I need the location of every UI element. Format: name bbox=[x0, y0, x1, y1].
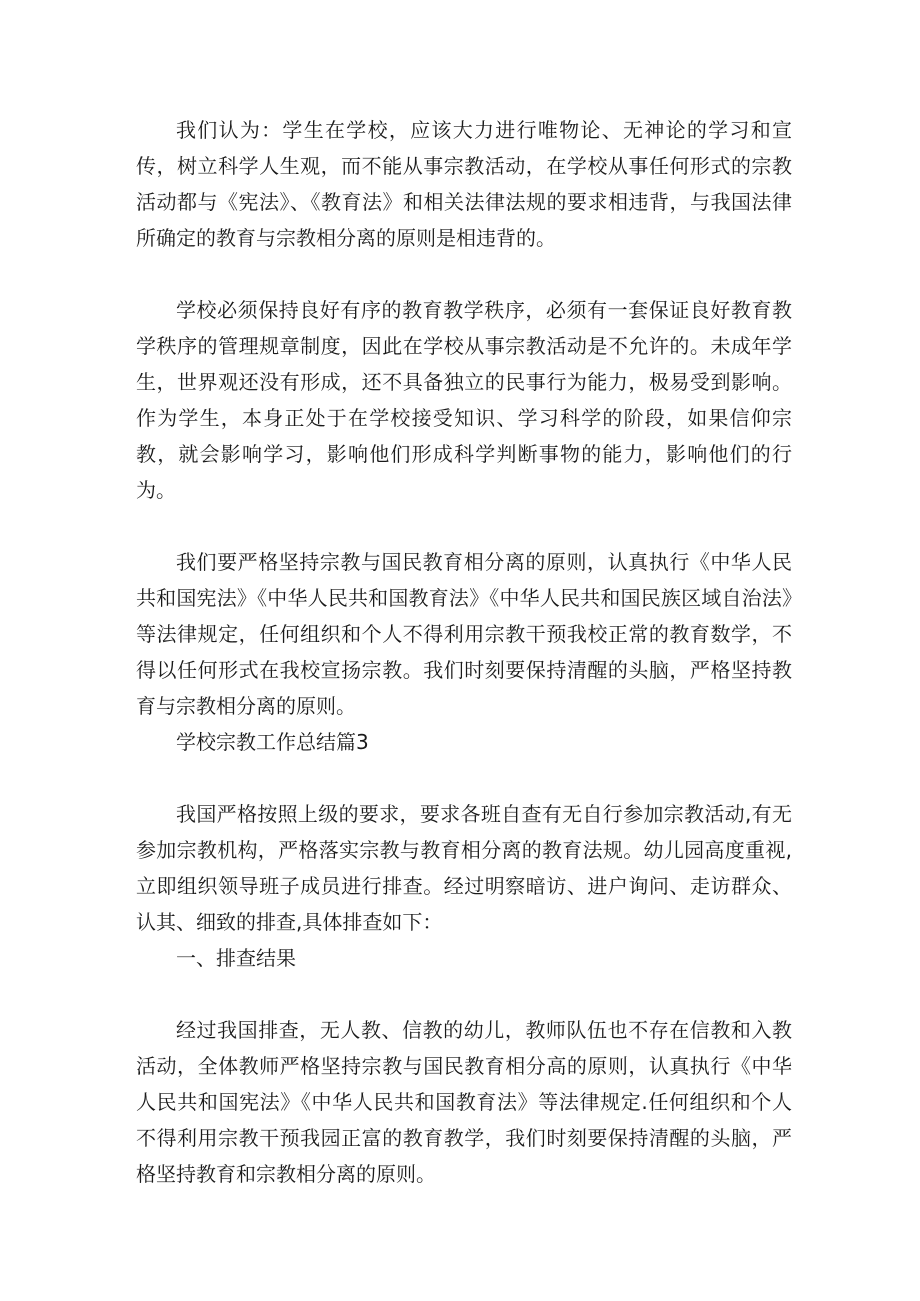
paragraph-2: 学校必须保持良好有序的教育教学秩序，必须有一套保证良好教育教学秩序的管理规章制度，因此在学校从事宗教活动是不允许的。未成年学生，世界观还没有形成，还不具备独立的民事行为能力，极易受到影响。作为学生，本身正处于在学校接受知识、学习科学的阶段，如果信仰宗教，就会影响学习，影响他们形成科学判断事物的能力，影响他们的行为。 bbox=[136, 298, 792, 502]
document-body bbox=[136, 112, 792, 1192]
paragraph-3: 我们要严格坚持宗教与国民教育相分离的原则，认真执行《中华人民共和国宪法》《中华人民共和国教育法》《中华人民共和国民族区域自治法》等法律规定，任何组织和个人不得利用宗教干预我校正常的教育数学，不得以任何形式在我校宣扬宗教。我们时刻要保持清醒的头脑，严格坚持教育与宗教相分离的原则。 bbox=[136, 550, 792, 718]
section-title: 学校宗教工作总结篇3 bbox=[176, 730, 369, 754]
paragraph-5: 经过我国排查，无人教、信教的幼儿，教师队伍也不存在信教和入教活动，全体教师严格坚持宗教与国民教育相分高的原则，认真执行《中华人民共和国宪法》《中华人民共和国教育法》等法律规定.任何组织和个人不得利用宗教干预我园正富的教育教学，我们时刻要保持清醒的头脑，严格坚持教育和宗教相分离的原则。 bbox=[136, 1018, 792, 1186]
paragraph-1: 我们认为：学生在学校，应该大力进行唯物论、无神论的学习和宣传，树立科学人生观，而不能从事宗教活动，在学校从事任何形式的宗教活动都与《宪法》、《教育法》和相关法律法规的要求相违背，与我国法律所确定的教育与宗教相分离的原则是相违背的。 bbox=[136, 118, 792, 250]
subheading: 一、排查结果 bbox=[176, 946, 296, 970]
paragraph-4: 我国严格按照上级的要求，要求各班自查有无自行参加宗教活动,有无参加宗教机构，严格落实宗教与教育相分离的教育法规。幼儿园高度重视,立即组织领导班子成员进行排查。经过明察暗访、进户询问、走访群众、认其、细致的排查,具体排查如下： bbox=[136, 802, 792, 934]
